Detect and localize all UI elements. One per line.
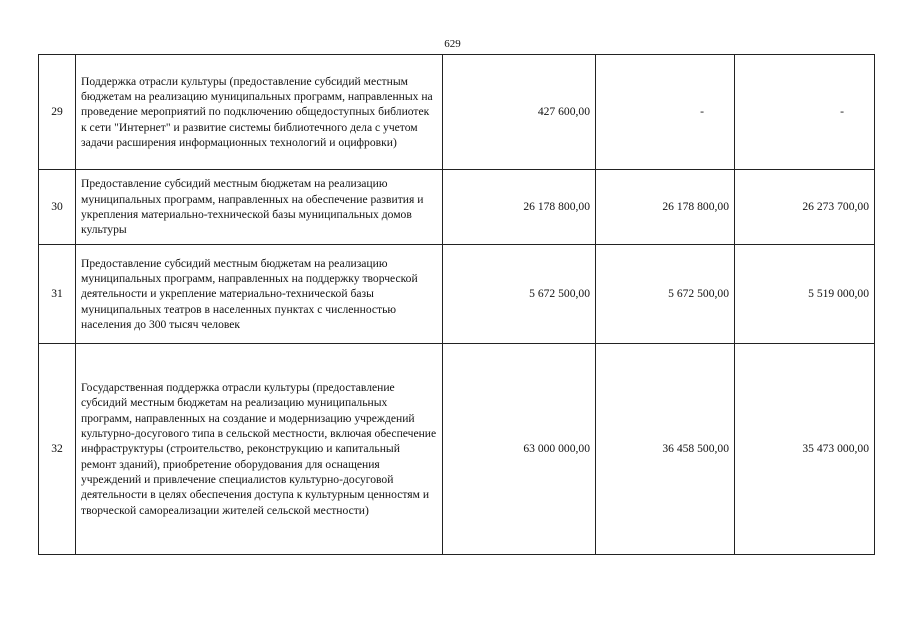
amount-year-1: 26 178 800,00 <box>443 170 596 245</box>
row-number: 31 <box>39 245 76 344</box>
row-description: Поддержка отрасли культуры (предоставление субсидий местным бюджетам на реализацию муниципальных программ, направленных на проведение мероприятий по подключению общедоступных библиотек к сети "Интернет" и развитие системы библиотечного дела с учетом задачи расширения информационных технологий и оцифровки) <box>76 55 443 170</box>
amount-year-2: 26 178 800,00 <box>596 170 735 245</box>
row-description: Предоставление субсидий местным бюджетам на реализацию муниципальных программ, направленных на обеспечение развития и укрепления материально-технической базы муниципальных домов культуры <box>76 170 443 245</box>
table-row <box>39 55 875 170</box>
page-number: 629 <box>444 38 461 50</box>
row-description: Предоставление субсидий местным бюджетам на реализацию муниципальных программ, направленных на поддержку творческой деятельности и укрепление материально-технической базы муниципальных театров в населенных пунктах с численностью населения до 300 тысяч человек <box>76 245 443 344</box>
amount-year-3: 26 273 700,00 <box>735 170 875 245</box>
row-description: Государственная поддержка отрасли культуры (предоставление субсидий местным бюджетам на реализацию муниципальных программ, направленных на создание и модернизацию учреждений культурно-досугового типа в сельской местности, включая обеспечение инфраструктуры (строительство, реконструкцию и капитальный ремонт зданий), приобретение оборудования для оснащения учреждений и привлечение специалистов культурно-досуговой деятельности в целях обеспечения доступа к культурным ценностям и творческой самореализации жителей сельской местности) <box>76 344 443 555</box>
amount-year-2: 5 672 500,00 <box>596 245 735 344</box>
row-number: 30 <box>39 170 76 245</box>
amount-year-2: 36 458 500,00 <box>596 344 735 555</box>
table-row <box>39 245 875 344</box>
row-number: 32 <box>39 344 76 555</box>
amount-year-1: 5 672 500,00 <box>443 245 596 344</box>
table-row <box>39 344 875 555</box>
amount-year-3: 35 473 000,00 <box>735 344 875 555</box>
amount-year-1: 63 000 000,00 <box>443 344 596 555</box>
amount-year-2: - <box>596 55 735 170</box>
amount-year-3: 5 519 000,00 <box>735 245 875 344</box>
row-number: 29 <box>39 55 76 170</box>
amount-year-3: - <box>735 55 875 170</box>
budget-table <box>38 54 875 555</box>
amount-year-1: 427 600,00 <box>443 55 596 170</box>
table-row <box>39 170 875 245</box>
